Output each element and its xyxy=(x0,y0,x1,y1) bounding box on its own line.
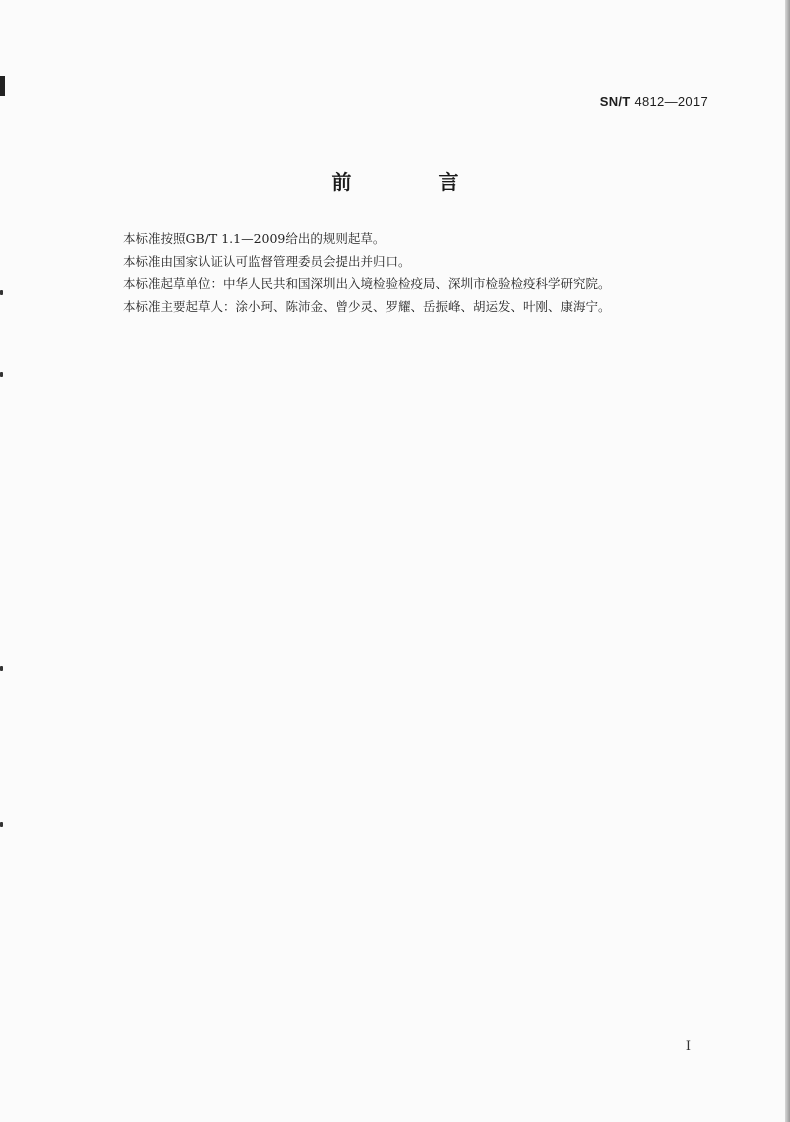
paragraph-drafting-units: 本标准起草单位：中华人民共和国深圳出入境检验检疫局、深圳市检验检疫科学研究院。 xyxy=(123,276,611,292)
scan-mark xyxy=(0,822,3,827)
scan-mark xyxy=(0,76,5,96)
page-title: 前 言 xyxy=(331,170,499,194)
paragraph-proposer: 本标准由国家认证认可监督管理委员会提出并归口。 xyxy=(123,253,411,269)
scan-mark xyxy=(0,666,3,671)
page-number: I xyxy=(685,1039,691,1054)
standard-code xyxy=(600,94,708,109)
paragraph-drafters: 本标准主要起草人：涂小珂、陈沛金、曾少灵、罗耀、岳振峰、胡运发、叶刚、康海宁。 xyxy=(123,298,611,314)
paragraph-drafting-rules: 本标准按照GB/T 1.1—2009给出的规则起草。 xyxy=(123,231,386,246)
scan-mark xyxy=(0,372,3,377)
standard-code-number: 4812—2017 xyxy=(634,94,708,109)
scan-mark xyxy=(0,290,3,295)
standard-code-prefix: SN/T xyxy=(599,94,631,109)
foreword-body xyxy=(123,228,683,318)
